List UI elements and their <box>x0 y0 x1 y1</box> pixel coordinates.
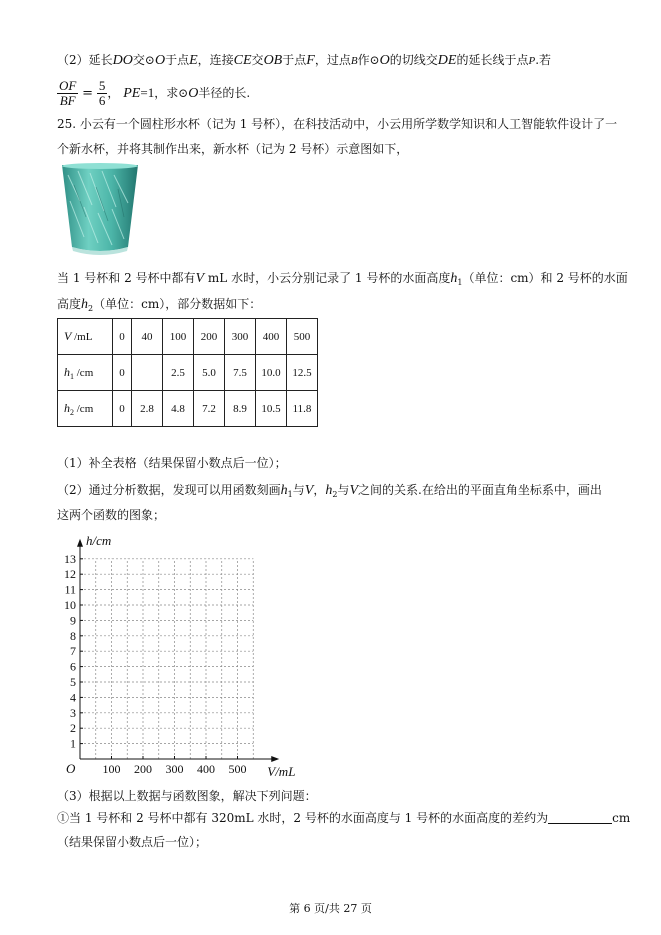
fraction-of-bf: $\frac{OF}{BF}$ <box>59 78 77 108</box>
glass-cup-image <box>58 161 142 256</box>
part2-line2: 这两个函数的图象； <box>57 508 166 522</box>
table-cell: 500 <box>287 319 318 355</box>
x-tick-label: 300 <box>165 762 184 776</box>
table-cell: 300 <box>225 319 256 355</box>
x-axis-arrow <box>271 756 279 762</box>
q24-condition-line: $\frac{OF}{BF}$ = $\frac{5}{6}$ ， PE=1，求⊙O半径的长. <box>59 78 251 108</box>
y-axis-arrow <box>77 539 83 547</box>
table-cell: 7.5 <box>225 355 256 391</box>
q25-desc-line2: 高度$h_2$（单位：cm），部分数据如下： <box>57 297 262 313</box>
table-cell: 200 <box>194 319 225 355</box>
y-tick-label: 4 <box>70 690 76 705</box>
table-cell: 0 <box>113 355 132 391</box>
part2-line: （2）通过分析数据，发现可以用函数刻画$h_1$与V，$h_2$与V之间的关系.在给出的平面直角坐标系中，画出 <box>57 483 602 499</box>
part3-1-line: ①当 1 号杯和 2 号杯中都有 320mL 水时，2 号杯的水面高度与 1 号杯的水面高度的差约为 cm <box>57 811 631 825</box>
x-axis-label: V/mL <box>267 764 296 779</box>
table-cell: 4.8 <box>163 391 194 427</box>
row-label-h1: $h_1$ /cm <box>58 355 113 391</box>
table-row-v <box>58 319 318 355</box>
q25-desc-line1: 当 1 号杯和 2 号杯中都有V mL 水时，小云分别记录了 1 号杯的水面高度$h_1$（单位：cm）和 2 号杯的水面 <box>57 271 628 287</box>
y-tick-label: 8 <box>70 628 76 643</box>
table-cell: 2.8 <box>132 391 163 427</box>
table-cell: 12.5 <box>287 355 318 391</box>
part3-1-note: （结果保留小数点后一位）； <box>57 835 208 849</box>
table-cell: 2.5 <box>163 355 194 391</box>
y-tick-label: 6 <box>70 659 76 674</box>
y-tick-label: 9 <box>70 613 76 628</box>
y-tick-label: 11 <box>64 582 76 597</box>
q25-intro-line1: 25. 小云有一个圆柱形水杯（记为 1 号杯），在科技活动中，小云用所学数学知识和人工智能软件设计了一 <box>57 117 618 131</box>
y-tick-label: 1 <box>70 736 76 751</box>
origin-label: O <box>66 761 76 776</box>
table-cell: 0 <box>113 319 132 355</box>
table-cell-blank <box>132 355 163 391</box>
page-footer: 第 6 页/共 27 页 <box>289 902 372 915</box>
q25-intro-line2: 个新水杯，并将其制作出来，新水杯（记为 2 号杯）示意图如下， <box>57 142 409 156</box>
x-tick-label: 100 <box>102 762 121 776</box>
y-tick-label: 7 <box>70 644 76 659</box>
table-cell: 11.8 <box>287 391 318 427</box>
part3-line: （3）根据以上数据与函数图象，解决下列问题： <box>57 789 317 803</box>
table-row-h1 <box>58 355 318 391</box>
fraction-5-6: $\frac{5}{6}$ <box>98 78 106 108</box>
y-axis-label: h/cm <box>86 532 112 548</box>
row-label-h2: $h_2$ /cm <box>58 391 113 427</box>
answer-blank[interactable] <box>548 811 612 824</box>
y-tick-label: 5 <box>70 675 76 689</box>
x-tick-label: 400 <box>197 762 215 776</box>
part1-line: （1）补全表格（结果保留小数点后一位）； <box>57 456 287 470</box>
row-label-v: V /mL <box>58 319 113 355</box>
table-cell: 400 <box>256 319 287 355</box>
data-table <box>57 318 318 427</box>
table-cell: 0 <box>113 391 132 427</box>
table-row-h2 <box>58 391 318 427</box>
y-tick-label: 12 <box>64 567 76 582</box>
y-tick-label: 2 <box>70 721 76 736</box>
table-cell: 8.9 <box>225 391 256 427</box>
table-cell: 5.0 <box>194 355 225 391</box>
y-tick-label: 13 <box>64 551 76 566</box>
table-cell: 100 <box>163 319 194 355</box>
table-cell: 10.5 <box>256 391 287 427</box>
table-cell: 7.2 <box>194 391 225 427</box>
table-cell: 10.0 <box>256 355 287 391</box>
coordinate-plane <box>56 528 306 781</box>
table-cell: 40 <box>132 319 163 355</box>
x-tick-label: 200 <box>134 762 152 776</box>
y-tick-label: 10 <box>64 598 76 612</box>
x-tick-label: 500 <box>228 762 247 776</box>
y-tick-label: 3 <box>70 705 76 720</box>
q24-part2-line: （2）延长DO交⊙O于点E，连接CE交OB于点F，过点B作⊙O的切线交DE的延长线于点P.若 <box>57 53 552 68</box>
